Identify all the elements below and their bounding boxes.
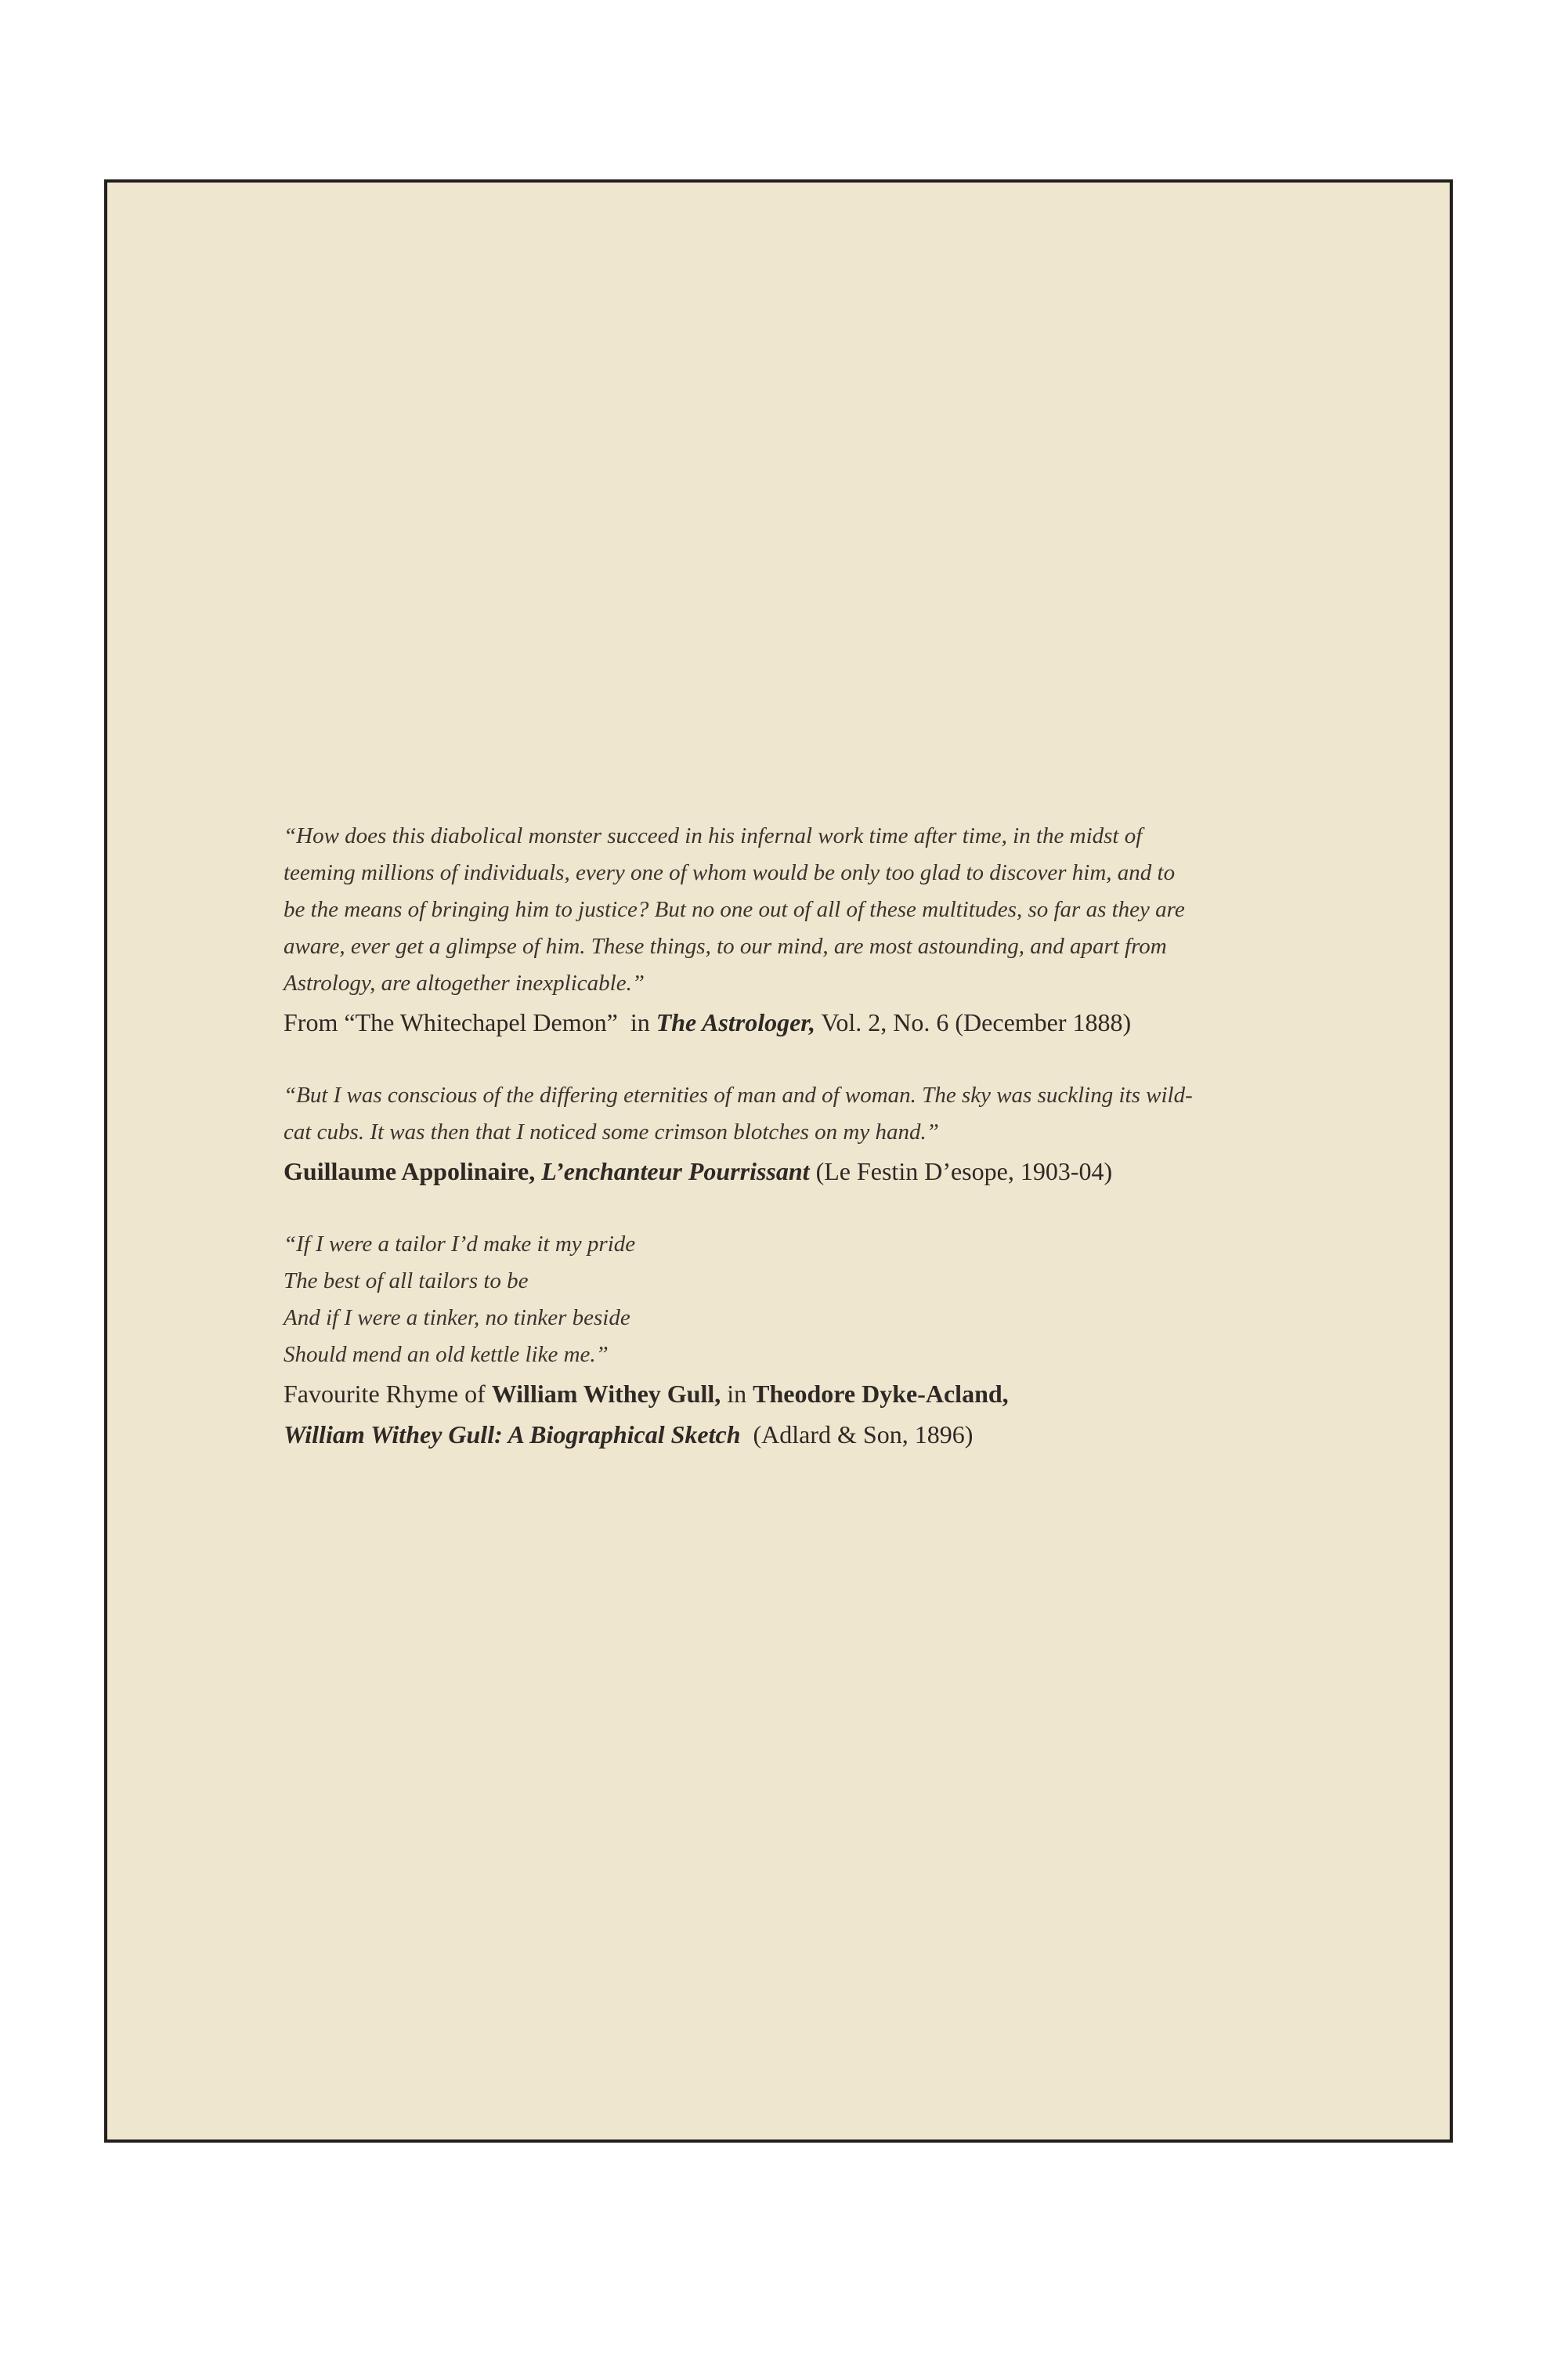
- quote-citation: [284, 1373, 1302, 1455]
- citation-work: William Withey Gull: A Biographical Sketch: [284, 1420, 741, 1449]
- quote-line: teeming millions of individuals, every one of whom would be only too glad to discover him, and to: [284, 860, 1176, 885]
- quote-line: The best of all tailors to be: [284, 1268, 529, 1293]
- quote-line: aware, ever get a glimpse of him. These things, to our mind, are most astounding, and apart from: [284, 934, 1167, 959]
- quote-line: “If I were a tailor I’d make it my pride: [284, 1232, 636, 1257]
- citation-in: in: [617, 1008, 656, 1036]
- quote-line: And if I were a tinker, no tinker beside: [284, 1305, 630, 1330]
- quote-line: “But I was conscious of the differing eternities of man and of woman. The sky was suckling its wild-: [284, 1083, 1193, 1108]
- citation-prefix: Favourite Rhyme of: [284, 1380, 492, 1408]
- citation-prefix: From: [284, 1008, 345, 1036]
- quote-citation: [284, 1151, 1302, 1192]
- citation-publication: The Astrologer,: [656, 1008, 815, 1036]
- quote-line: Should mend an old kettle like me.”: [284, 1342, 609, 1367]
- citation-details: (Le Festin D’esope, 1903-04): [809, 1157, 1113, 1185]
- citation-author: Theodore Dyke-Acland,: [753, 1380, 1009, 1408]
- quote-line: cat cubs. It was then that I noticed some crimson blotches on my hand.”: [284, 1119, 939, 1145]
- quote-text: [284, 1226, 1302, 1373]
- quote-line: “How does this diabolical monster succeed in his infernal work time after time, in the midst of: [284, 823, 1143, 848]
- citation-details: (Adlard & Son, 1896): [740, 1420, 974, 1449]
- quote-text: [284, 1077, 1302, 1151]
- citation-work: L’enchanteur Pourrissant: [541, 1157, 810, 1185]
- citation-author: Guillaume Appolinaire,: [284, 1157, 536, 1185]
- quote-line: Astrology, are altogether inexplicable.”: [284, 971, 645, 996]
- citation-in: in: [721, 1380, 753, 1408]
- citation-details: Vol. 2, No. 6 (December 1888): [815, 1008, 1132, 1036]
- citation-subject: William Withey Gull,: [491, 1380, 721, 1408]
- epigraph-gull-rhyme: [284, 1226, 1302, 1455]
- epigraph-section: [284, 818, 1302, 1489]
- quote-text: [284, 818, 1302, 1002]
- quote-line: be the means of bringing him to justice? But no one out of all of these multitudes, so far as they are: [284, 897, 1185, 922]
- epigraph-astrologer: [284, 818, 1302, 1043]
- epigraph-apollinaire: [284, 1077, 1302, 1192]
- quote-citation: [284, 1002, 1302, 1043]
- citation-article: “The Whitechapel Demon”: [344, 1008, 618, 1036]
